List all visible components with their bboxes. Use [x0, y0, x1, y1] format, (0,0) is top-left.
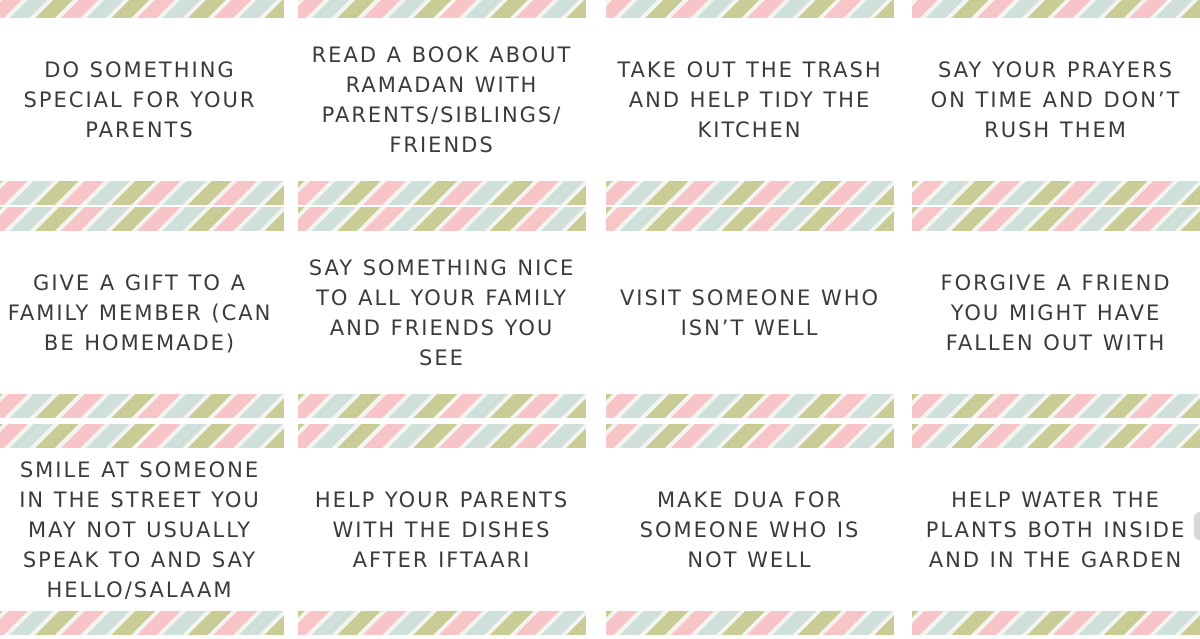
card-bottom-stripe — [606, 394, 894, 418]
card-top-stripe — [606, 0, 894, 18]
activity-card[interactable] — [298, 207, 586, 418]
card-bottom-stripe — [298, 181, 586, 205]
activity-card[interactable] — [912, 207, 1200, 418]
activity-card[interactable] — [912, 424, 1200, 635]
activity-card[interactable] — [606, 0, 894, 205]
card-top-stripe — [912, 424, 1200, 448]
activity-card[interactable] — [0, 424, 284, 635]
card-bottom-stripe — [0, 394, 284, 418]
card-text: HELP WATER THE PLANTS BOTH INSIDE AND IN THE GARDEN — [925, 487, 1187, 572]
card-top-stripe — [606, 424, 894, 448]
card-text: SAY YOUR PRAYERS ON TIME AND DON’T RUSH THEM — [930, 57, 1182, 142]
card-text: GIVE A GIFT TO A FAMILY MEMBER (CAN BE HOMEMADE) — [7, 270, 273, 355]
card-bottom-stripe — [606, 611, 894, 635]
card-top-stripe — [0, 207, 284, 231]
card-text: SAY SOMETHING NICE TO ALL YOUR FAMILY AND FRIENDS YOU SEE — [308, 255, 576, 370]
card-text: DO SOMETHING SPECIAL FOR YOUR PARENTS — [23, 57, 257, 142]
activity-card[interactable] — [606, 207, 894, 418]
card-top-stripe — [298, 207, 586, 231]
card-bottom-stripe — [912, 611, 1200, 635]
activity-card[interactable] — [0, 207, 284, 418]
card-bottom-stripe — [912, 394, 1200, 418]
card-text: READ A BOOK ABOUT RAMADAN WITH PARENTS/SIBLINGS/ FRIENDS — [311, 42, 573, 157]
card-text: TAKE OUT THE TRASH AND HELP TIDY THE KITCHEN — [617, 57, 883, 142]
card-top-stripe — [912, 0, 1200, 18]
card-top-stripe — [0, 0, 284, 18]
card-top-stripe — [298, 424, 586, 448]
card-bottom-stripe — [912, 181, 1200, 205]
card-bottom-stripe — [298, 611, 586, 635]
card-bottom-stripe — [606, 181, 894, 205]
activity-card[interactable] — [912, 0, 1200, 205]
card-text: HELP YOUR PARENTS WITH THE DISHES AFTER IFTAARI — [314, 487, 570, 572]
card-top-stripe — [606, 207, 894, 231]
activity-card[interactable] — [606, 424, 894, 635]
edge-handle-icon — [1194, 512, 1200, 540]
card-bottom-stripe — [0, 181, 284, 205]
card-top-stripe — [912, 207, 1200, 231]
card-top-stripe — [0, 424, 284, 448]
card-bottom-stripe — [0, 611, 284, 635]
activity-card[interactable] — [298, 0, 586, 205]
card-text: FORGIVE A FRIEND YOU MIGHT HAVE FALLEN OUT WITH — [940, 270, 1172, 355]
card-text: SMILE AT SOMEONE IN THE STREET YOU MAY NOT USUALLY SPEAK TO AND SAY HELLO/SALAAM — [19, 457, 261, 602]
card-text: MAKE DUA FOR SOMEONE WHO IS NOT WELL — [639, 487, 861, 572]
activity-card[interactable] — [0, 0, 284, 205]
card-text: VISIT SOMEONE WHO ISN’T WELL — [619, 285, 881, 340]
activity-card[interactable] — [298, 424, 586, 635]
card-top-stripe — [298, 0, 586, 18]
card-bottom-stripe — [298, 394, 586, 418]
